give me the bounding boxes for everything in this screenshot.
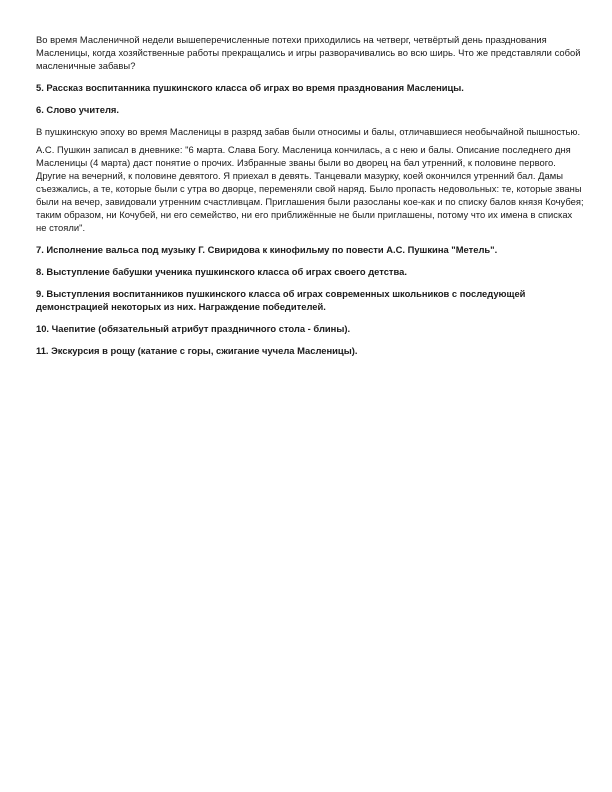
heading-item-6: 6. Слово учителя. [36,104,119,115]
heading-item-8: 8. Выступление бабушки ученика пушкинского класса об играх своего детства. [36,266,407,277]
heading-item-10: 10. Чаепитие (обязательный атрибут праздничного стола - блины). [36,323,351,334]
paragraph-balls: В пушкинскую эпоху во время Масленицы в разряд забав были относимы и балы, отличавшиеся необычайной пышностью. [36,126,581,137]
paragraph-intro: Во время Масленичной недели вышеперечисленные потехи приходились на четверг, четвёртый день празднования Масленицы, когда хозяйственные работы прекращались и игры разворачивались во всю ширь. Что же представляли собой масленичные забавы? [36,34,581,71]
heading-item-9: 9. Выступления воспитанников пушкинского класса об играх современных школьников с последующей демонстрацией некоторых из них. Награждение победителей. [36,288,526,312]
heading-item-11: 11. Экскурсия в рощу (катание с горы, сжигание чучела Масленицы). [36,345,358,356]
document-page [36,33,584,366]
paragraph-diary-quote: А.С. Пушкин записал в дневнике: "6 марта. Слава Богу. Масленица кончилась, а с нею и балы. Описание последнего дня Масленицы (4 марта) даст понятие о прочих. Избранные званы были во дворец на бал утренний, к половине первого. Другие на вечерний, к половине девятого. Я приехал в девять. Танцевали мазурку, коей окончился утренний бал. Дамы съезжались, а те, которые были с утра во дворце, переменяли свой наряд. Было пропасть недовольных: те, которые званы были на вечер, завидовали утренним счастливцам. Приглашения были разосланы кое-как и по списку балов князя Кочубея; таким образом, ни Кочубей, ни его семейство, ни его приближённые не были приглашены, потому что их имена в списках не стояли". [36,144,584,233]
heading-item-5: 5. Рассказ воспитанника пушкинского класса об играх во время празднования Масленицы. [36,82,464,93]
heading-item-7: 7. Исполнение вальса под музыку Г. Свиридова к кинофильму по повести А.С. Пушкина "Метель". [36,244,498,255]
